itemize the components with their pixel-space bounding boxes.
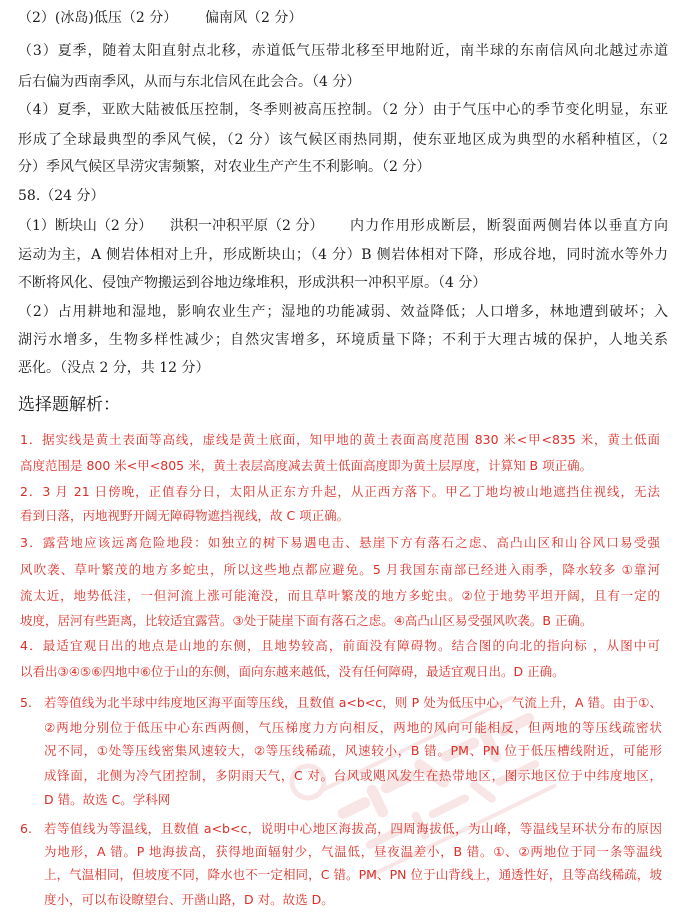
item4-line: 分）季风气候区旱涝灾害频繁，对农业生产产生不利影响。（2 分） [18,159,431,175]
analysis-item-2-line: 2．3 月 21 日傍晚，正值春分日，太阳从正东方升起，从正西方落下。甲乙丁地均被山地遮挡住视线，无法 [20,484,660,499]
analysis-item-3-line: 坡度，居河有些距离，比较适宜露营。③处于陡崖下面有落石之虑。④高凸山区易受强风吹袭。B 正确。 [20,613,593,628]
q58-part1-line: 运动为主，A 侧岩体相对上升，形成断块山；（4 分）B 侧岩体相对下降，形成谷地，同时流水等外力 [18,247,668,263]
item2-answer-a: （2）(冰岛)低压（2 分） [18,10,178,26]
analysis-item-5-line: 若等值线为北半球中纬度地区海平面等压线，且数值 a<b<c，则 P 处为低压中心，气流上升，A 错。由于①、 [44,695,662,710]
analysis-item-4-line: 以看出③④⑤⑥四地中⑥位于山的东侧，面向东越来越低，没有任何障碍，最适宜观日出。D 正确。 [20,664,565,679]
analysis-item-5-line: 况不同，①处等压线密集风速较大，②等压线稀疏，风速较小，B 错。PM、PN 位于低压槽线附近，可能形 [44,743,662,758]
analysis-item-6-number: 6. [20,821,32,836]
analysis-item-5-line: D 错。故选 C。学科网 [44,792,171,807]
analysis-item-5-number: 5. [20,695,32,710]
item3-line: 后右偏为西南季风，从而与东北信风在此会合。（4 分） [18,74,361,90]
analysis-item-5-line: ②两地分别位于低压中心东西两侧，气压梯度力方向相反，两地的风向可能相反，但两地的等压线疏密状 [44,720,662,735]
item3-line: （3）夏季，随着太阳直射点北移，赤道低气压带北移至甲地附近，南半球的东南信风向北越过赤道 [18,43,668,59]
analysis-item-5-line: 成锋面，北侧为冷气团控制，多阴雨天气，C 对。台风或飓风发生在热带地区，图示地区位于中纬度地区， [44,768,662,783]
item2-answer-b: 偏南风（2 分） [205,10,303,26]
analysis-item-1-line: 1．据实线是黄土表面等高线，虚线是黄土底面，知甲地的黄土表面高度范围 830 米<甲<835 米，黄土低面 [20,432,660,447]
analysis-item-6-line: 上，气温相同，但坡度不同，降水也不一定相同，C 错。PM、PN 位于山背线上，通透性好，且等高线稀疏，坡 [44,867,662,882]
q58-part1-answer-b: 洪积一冲积平原（2 分） [170,218,324,234]
analysis-item-2-line: 看到日落，丙地视野开阔无障碍物遮挡视线，故 C 项正确。 [20,508,350,523]
q58-part2-line: （2）占用耕地和湿地，影响农业生产；湿地的功能减弱、效益降低；人口增多，林地遭到破坏；入 [18,304,668,320]
q58-header: 58.（24 分） [18,188,105,204]
analysis-item-6-line: 若等值线为等温线，且数值 a<b<c，说明中心地区海拔高，四周海拔低，为山峰，等温线呈环状分布的原因 [44,821,662,836]
analysis-item-6-line: 为地形，A 错。P 地海拔高，获得地面辐射少，气温低，昼夜温差小，B 错。①、②两地位于同一条等温线 [44,844,662,859]
q58-part1-line: 不断将风化、侵蚀产物搬运到谷地边缘堆积，形成洪积一冲积平原。（4 分） [18,275,487,291]
q58-part1-answer-a: （1）断块山（2 分） [18,218,153,234]
q58-part1-line: 内力作用形成断层，断裂面两侧岩体以垂直方向 [350,218,668,234]
item4-line: 形成了全球最典型的季风气候，（2 分）该气候区雨热同期，使东亚地区成为典型的水稻种植区，（2 [18,132,668,148]
item4-line: （4）夏季，亚欧大陆被低压控制，冬季则被高压控制。（2 分）由于气压中心的季节变化明显，东亚 [18,102,668,118]
analysis-heading: 选择题解析： [18,395,120,415]
q58-part2-line: 湖污水增多，生物多样性减少；自然灾害增多，环境质量下降；不利于大理古城的保护，人地关系 [18,332,668,348]
analysis-item-6-line: 度小，可以布设瞭望台、开凿山路，D 对。故选 D。 [44,892,334,907]
analysis-item-3-line: 流太近，地势低洼，一但河流上涨可能淹没，而且草叶繁茂的地方多蛇虫。②位于地势平坦开阔，且有一定的 [20,588,660,603]
q58-part2-line: 恶化。（没点 2 分，共 12 分） [18,360,210,376]
analysis-item-1-line: 高度范围是 800 米<甲<805 米，黄土表层高度减去黄土低面高度即为黄土层厚度，计算知 B 项正确。 [20,458,593,473]
analysis-item-3-line: 风吹袭、草叶繁茂的地方多蛇虫，所以这些地点都应避免。5 月我国东南部已经进入雨季，降水较多 ①靠河 [20,562,660,577]
analysis-item-3-line: 3．露营地应该远离危险地段：如独立的树下易遇电击、悬崖下方有落石之虑、高凸山区和山谷风口易受强 [20,535,660,550]
analysis-item-4-line: 4．最适宜观日出的地点是山地的东侧，且地势较高，前面没有障碍物。结合图的向北的指向标 ，从图中可 [20,638,660,653]
